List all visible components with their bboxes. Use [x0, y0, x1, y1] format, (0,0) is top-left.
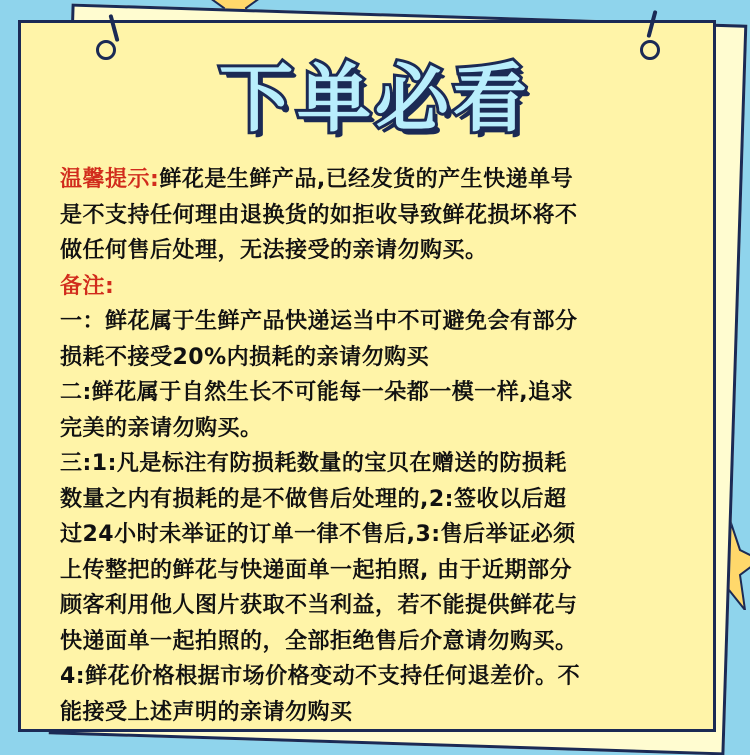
- note-line: 快递面单一起拍照的，全部拒绝售后介意请勿购买。: [60, 628, 578, 654]
- page-title: 下单必看: [219, 56, 531, 142]
- page-title-wrap: [0, 40, 750, 146]
- note-line: 4:鲜花价格根据市场价格变动不支持任何退差价。不: [60, 664, 581, 689]
- note-line: 三:1:凡是标注有防损耗数量的宝贝在赠送的防损耗: [60, 451, 567, 476]
- tip-line-1: [60, 162, 710, 198]
- note-line: 过24小时未举证的订单一律不售后,3:售后举证必须: [60, 522, 576, 547]
- tip-line-2: 是不支持任何理由退换货的如拒收导致鲜花损坏将不: [60, 202, 578, 228]
- note-line: 损耗不接受20%内损耗的亲请勿购买: [60, 344, 430, 370]
- note-line: 完美的亲请勿购买。: [60, 415, 263, 441]
- tip-line-3: 做任何售后处理，无法接受的亲请勿购买。: [60, 238, 488, 263]
- note-line: 数量之内有损耗的是不做售后处理的,2:签收以后超: [60, 486, 567, 512]
- note-label: 备注:: [60, 273, 115, 299]
- note-line: 上传整把的鲜花与快递面单一起拍照, 由于近期部分: [60, 557, 573, 583]
- note-line: 一：鲜花属于生鲜产品快递运当中不可避免会有部分: [60, 309, 578, 334]
- note-line: 二:鲜花属于自然生长不可能每一朵都一模一样,追求: [60, 380, 574, 405]
- note-line: 顾客利用他人图片获取不当利益，若不能提供鲜花与: [60, 593, 578, 618]
- tip-label: 温馨提示:: [60, 167, 160, 192]
- tip-text: 鲜花是生鲜产品,已经发货的产生快递单号: [159, 167, 574, 192]
- notice-content: [60, 162, 710, 730]
- note-line: 能接受上述声明的亲请勿购买: [60, 699, 353, 725]
